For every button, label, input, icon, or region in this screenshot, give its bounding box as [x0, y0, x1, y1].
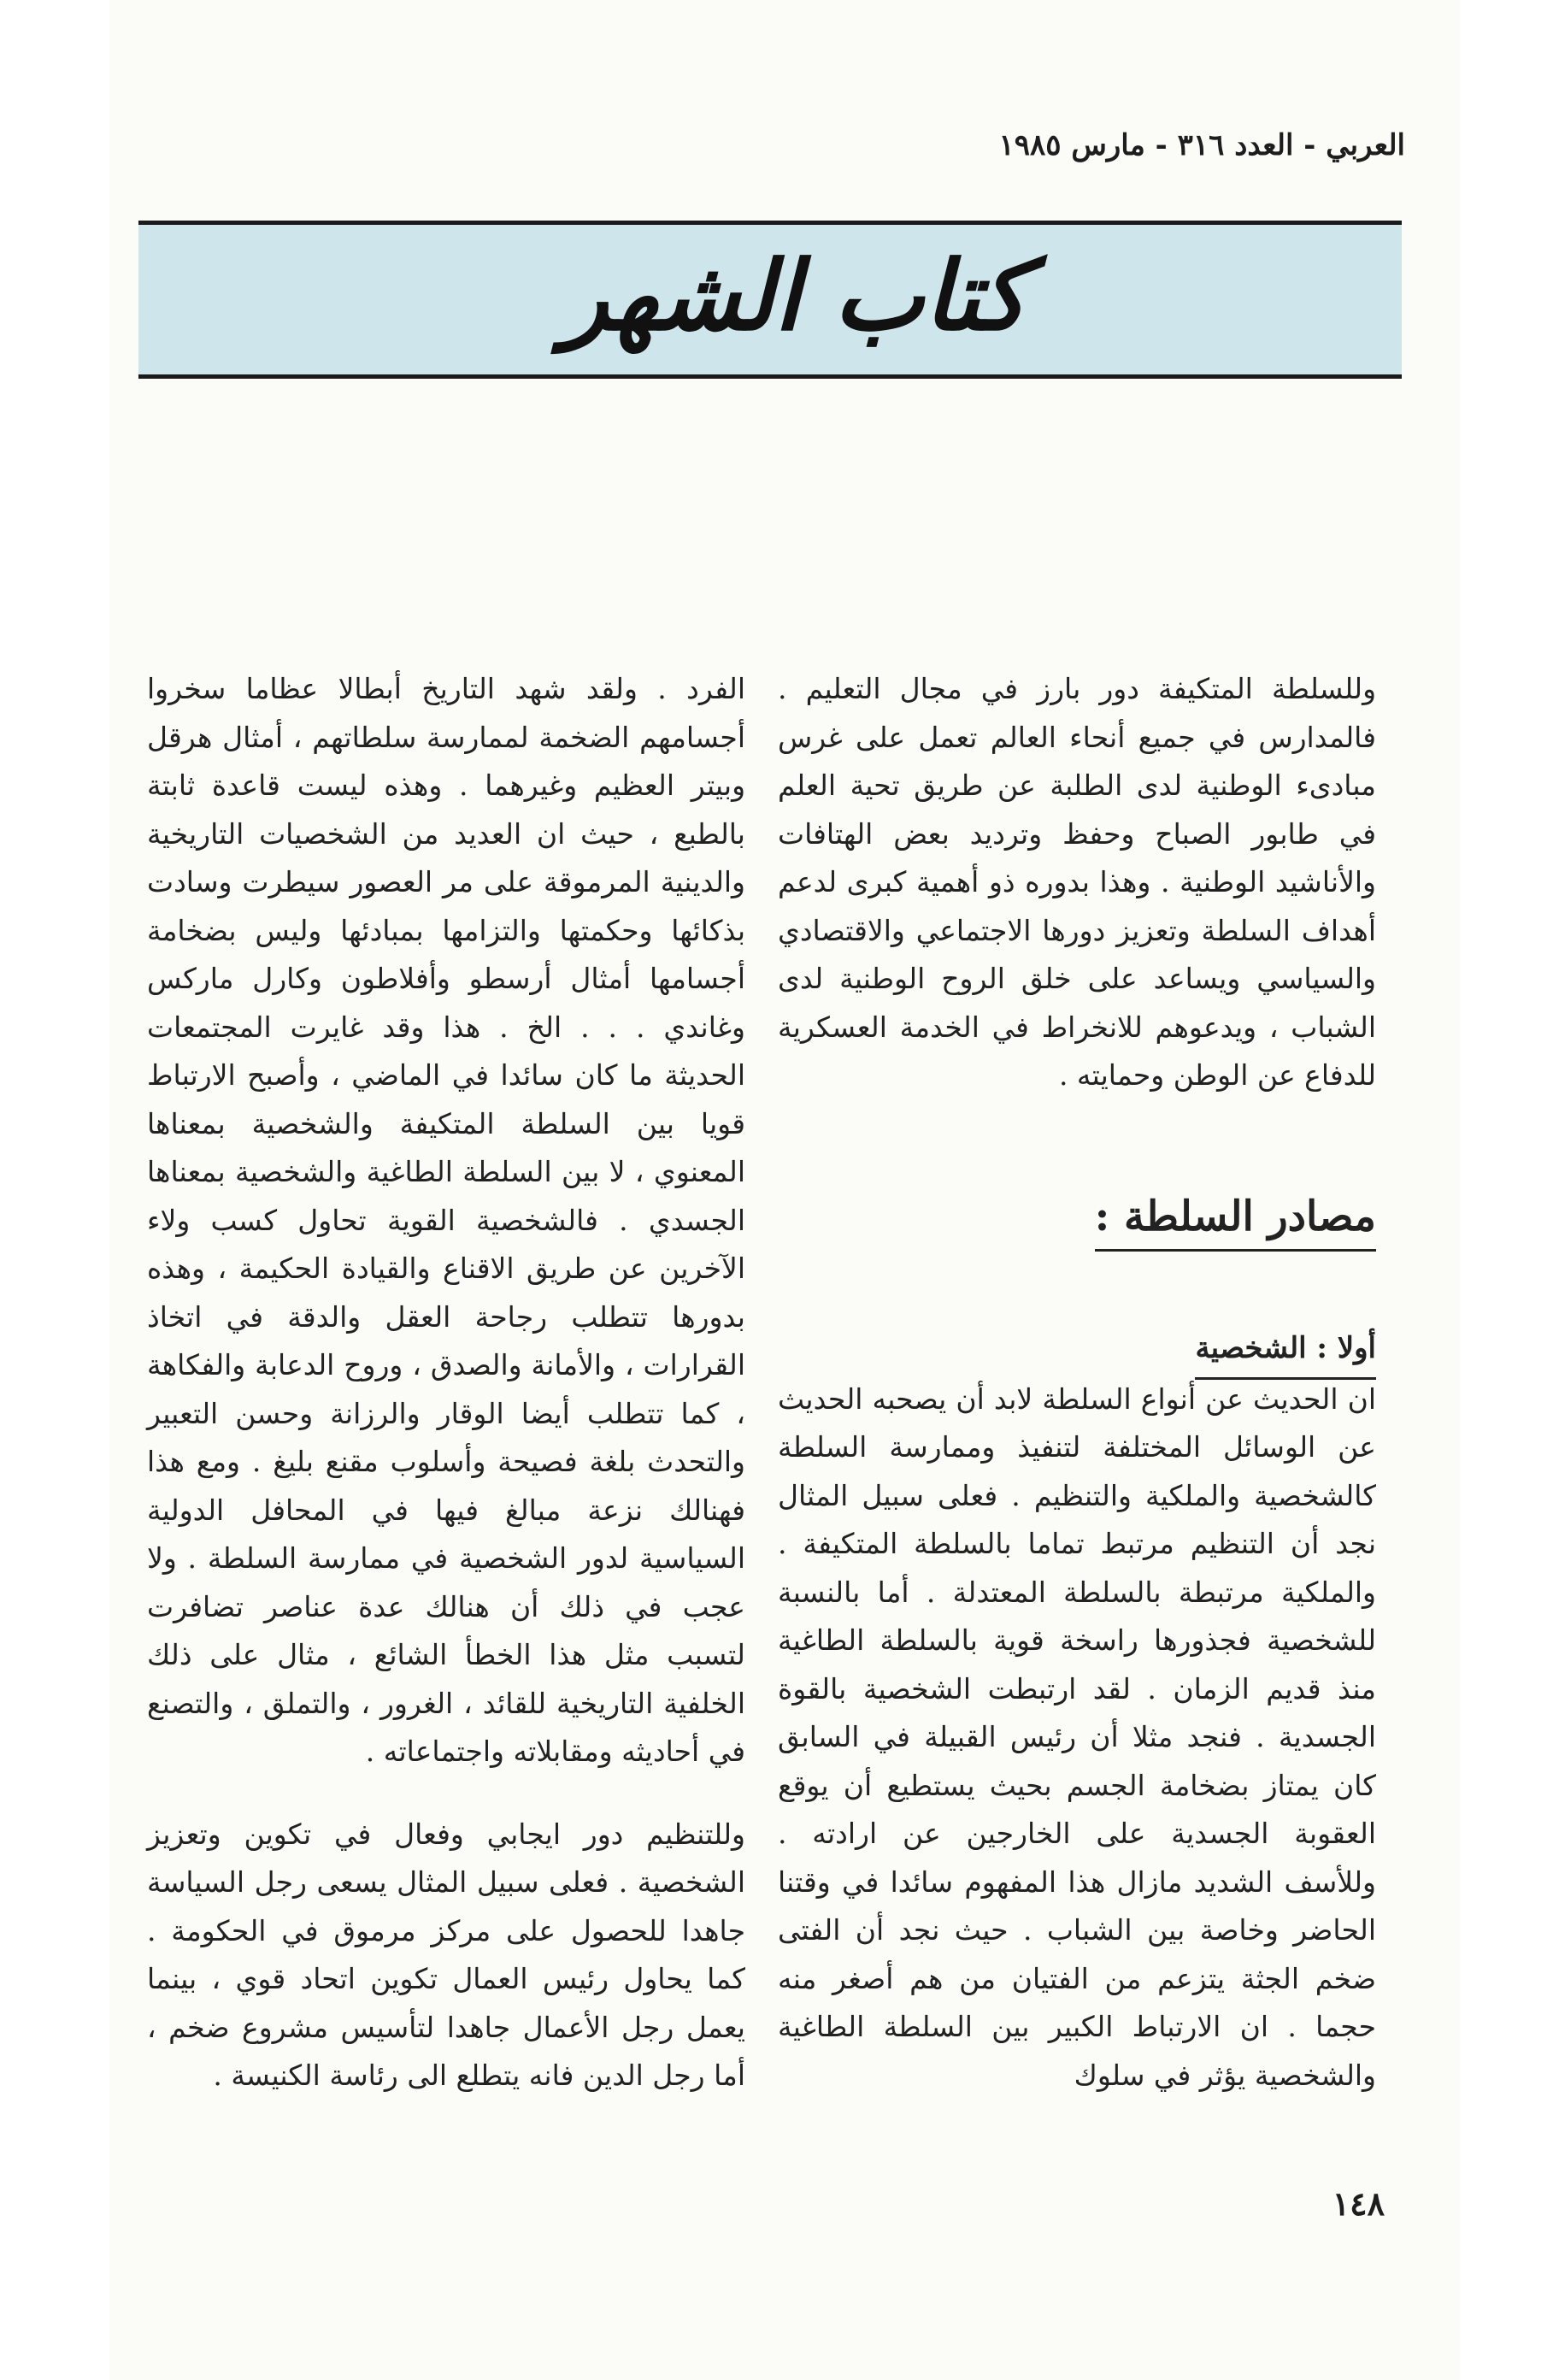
page-number: ١٤٨	[1332, 2184, 1385, 2223]
intro-paragraph: وللسلطة المتكيفة دور بارز في مجال التعليم . فالمدارس في جميع أنحاء العالم تعمل على غرس مبادىء الوطنية لدى الطلبة عن طريق تحية العلم في طابور الصباح وحفظ وترديد بعض الهتافات والأناشيد الوطنية . وهذا بدوره ذو أهمية كبرى لدعم أهداف السلطة وتعزيز دورها الاجتماعي والاقتصادي والسياسي ويساعد على خلق الروح الوطنية لدى الشباب ، ويدعوهم للانخراط في الخدمة العسكرية للدفاع عن الوطن وحمايته .	[778, 672, 1376, 1092]
subheading: أولا : الشخصية	[1195, 1324, 1376, 1381]
subheading-wrapper	[778, 1324, 1376, 1376]
running-head: العربي - العدد ٣١٦ - مارس ١٩٨٥	[998, 128, 1405, 162]
body-paragraph: ان الحديث عن أنواع السلطة لابد أن يصحبه الحديث عن الوسائل المختلفة لتنفيذ وممارسة السلطة كالشخصية والملكية والتنظيم . فعلى سبيل المثال نجد أن التنظيم مرتبط تماما بالسلطة المتكيفة . والملكية مرتبطة بالسلطة المعتدلة . أما بالنسبة للشخصية فجذورها راسخة قوية بالسلطة الطاغية منذ قديم الزمان . لقد ارتبطت الشخصية بالقوة الجسدية . فنجد مثلا أن رئيس القبيلة في السابق كان يمتاز بضخامة الجسم بحيث يستطيع أن يوقع العقوبة الجسدية على الخارجين عن ارادته . وللأسف الشديد مازال هذا المفهوم سائدا في وقتنا الحاضر وخاصة بين الشباب . حيث نجد أن الفتى ضخم الجثة يتزعم من الفتيان من هم أصغر منه حجما . ان الارتباط الكبير بين السلطة الطاغية والشخصية يؤثر في سلوك	[778, 1381, 1376, 2092]
section-title: كتاب الشهر	[562, 241, 1028, 352]
heading-wrapper	[778, 1192, 1376, 1258]
left-column	[147, 665, 745, 2100]
body-paragraph: الفرد . ولقد شهد التاريخ أبطالا عظاما سخروا أجسامهم الضخمة لممارسة سلطاتهم ، أمثال هرقل وبيتر العظيم وغيرهما . وهذه ليست قاعدة ثابتة بالطبع ، حيث ان العديد من الشخصيات التاريخية والدينية المرموقة على مر العصور سيطرت وسادت بذكائها وحكمتها والتزامها بمبادئها وليس بضخامة أجسامها أمثال أرسطو وأفلاطون وكارل ماركس وغاندي . . . الخ . هذا وقد غايرت المجتمعات الحديثة ما كان سائدا في الماضي ، وأصبح الارتباط قويا بين السلطة المتكيفة والشخصية بمعناها المعنوي ، لا بين السلطة الطاغية والشخصية بمعناها الجسدي . فالشخصية القوية تحاول كسب ولاء الآخرين عن طريق الاقناع والقيادة الحكيمة ، وهذه بدورها تتطلب رجاحة العقل والدقة في اتخاذ القرارات ، والأمانة والصدق ، وروح الدعابة والفكاهة ، كما تتطلب أيضا الوقار والرزانة وحسن التعبير والتحدث بلغة فصيحة وأسلوب مقنع بليغ . ومع هذا فهنالك نزعة مبالغ فيها في المحافل الدولية السياسية لدور الشخصية في ممارسة السلطة . ولا عجب في ذلك أن هنالك عدة عناصر تضافرت لتسبب مثل هذا الخطأ الشائع ، مثال على ذلك الخلفية التاريخية للقائد ، الغرور ، والتملق ، والتصنع في أحاديثه ومقابلاته واجتماعاته .	[147, 672, 745, 1768]
right-column	[778, 665, 1376, 2100]
section-heading: مصادر السلطة :	[1095, 1196, 1376, 1252]
paragraph-gap	[147, 1776, 745, 1811]
body-paragraph: وللتنظيم دور ايجابي وفعال في تكوين وتعزيز الشخصية . فعلى سبيل المثال يسعى رجل السياسة جاهدا للحصول على مركز مرموق في الحكومة . كما يحاول رئيس العمال تكوين اتحاد قوي ، بينما يعمل رجل الأعمال جاهدا لتأسيس مشروع ضخم ، أما رجل الدين فانه يتطلع الى رئاسة الكنيسة .	[147, 1817, 745, 2092]
bottom-rule	[138, 374, 1402, 379]
